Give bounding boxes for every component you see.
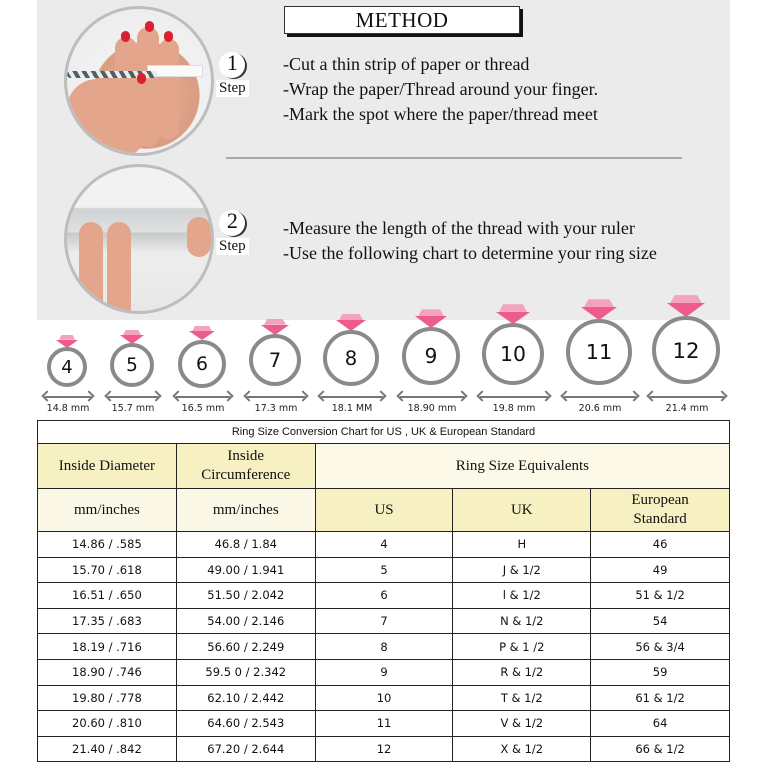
cell-diameter: 20.60 / .810 (38, 711, 177, 737)
cell-diameter: 19.80 / .778 (38, 685, 177, 711)
ring-size-conversion-table (37, 420, 730, 762)
ring-diameter-label: 14.8 mm (46, 403, 90, 414)
header-ring-size-equivalents: Ring Size Equivalents (315, 444, 729, 489)
cell-circumference: 62.10 / 2.442 (176, 685, 315, 711)
cell-eu: 64 (591, 711, 730, 737)
header-diameter-unit: mm/inches (38, 489, 177, 532)
cell-circumference: 67.20 / 2.644 (176, 736, 315, 762)
ring-diameter-label: 19.8 mm (492, 403, 536, 414)
cell-us: 4 (315, 532, 453, 558)
step2-number: 2 (219, 210, 245, 236)
cell-uk: J & 1/2 (453, 557, 591, 583)
divider (226, 157, 682, 159)
instruction-line: -Use the following chart to determine your ring size (283, 243, 657, 263)
ring-band-icon (566, 319, 632, 385)
cell-us: 9 (315, 659, 453, 685)
cell-circumference: 49.00 / 1.941 (176, 557, 315, 583)
cell-circumference: 51.50 / 2.042 (176, 583, 315, 609)
table-row (38, 659, 730, 685)
ring-band-icon (402, 327, 460, 385)
hand (67, 79, 147, 156)
cell-eu: 49 (591, 557, 730, 583)
cell-eu: 56 & 3/4 (591, 634, 730, 660)
cell-us: 12 (315, 736, 453, 762)
cell-us: 11 (315, 711, 453, 737)
nail (137, 73, 146, 84)
ring-size-number: 11 (585, 340, 613, 364)
nail (145, 21, 154, 32)
cell-eu: 51 & 1/2 (591, 583, 730, 609)
cell-diameter: 18.90 / .746 (38, 659, 177, 685)
finger (159, 39, 179, 139)
cell-diameter: 14.86 / .585 (38, 532, 177, 558)
gem-icon (670, 295, 702, 303)
header-circumference-unit: mm/inches (176, 489, 315, 532)
cell-uk: l & 1/2 (453, 583, 591, 609)
instruction-line: -Measure the length of the thread with your ruler (283, 218, 635, 238)
cell-circumference: 46.8 / 1.84 (176, 532, 315, 558)
table-row (38, 736, 730, 762)
cell-eu: 59 (591, 659, 730, 685)
ring-diameter-label: 15.7 mm (111, 403, 155, 414)
ring-size-number: 6 (196, 353, 208, 375)
cell-us: 10 (315, 685, 453, 711)
ring-diameter-label: 17.3 mm (254, 403, 298, 414)
cell-diameter: 16.51 / .650 (38, 583, 177, 609)
ring-size-number: 8 (344, 346, 358, 370)
table-row (38, 711, 730, 737)
cell-uk: V & 1/2 (453, 711, 591, 737)
cell-diameter: 18.19 / .716 (38, 634, 177, 660)
ring-band-icon (249, 334, 301, 386)
finger (79, 222, 103, 314)
header-european (591, 489, 730, 532)
header-uk: UK (453, 489, 591, 532)
ring-band-icon (482, 323, 544, 385)
instruction-line: -Wrap the paper/Thread around your finger. (283, 79, 599, 99)
ring-diameter-label: 16.5 mm (181, 403, 225, 414)
step1-number: 1 (219, 52, 245, 78)
gem-icon (496, 312, 530, 324)
ring-diameter-label: 18.90 mm (407, 403, 457, 414)
ring-size-number: 10 (500, 342, 526, 366)
cell-uk: N & 1/2 (453, 608, 591, 634)
finger (107, 222, 131, 314)
step1-photo-wrap-finger (64, 6, 214, 156)
cell-us: 6 (315, 583, 453, 609)
cell-eu: 46 (591, 532, 730, 558)
step2-label: Step (216, 238, 249, 255)
header-inside-diameter: Inside Diameter (38, 444, 177, 489)
ring-size-number: 5 (126, 354, 138, 376)
ring-size-number: 7 (268, 348, 282, 372)
cell-eu: 66 & 1/2 (591, 736, 730, 762)
finger (187, 217, 211, 257)
ring-band-icon (178, 340, 226, 388)
table-row (38, 608, 730, 634)
ring-diameter-label: 21.4 mm (665, 403, 709, 414)
cell-us: 7 (315, 608, 453, 634)
table-row (38, 557, 730, 583)
header-text: Standard (633, 511, 687, 527)
cell-diameter: 17.35 / .683 (38, 608, 177, 634)
cell-uk: X & 1/2 (453, 736, 591, 762)
cell-circumference: 54.00 / 2.146 (176, 608, 315, 634)
ring-band-icon (323, 330, 379, 386)
header-text: European (631, 492, 689, 508)
ring-band-icon (47, 347, 87, 387)
step1-badge (216, 52, 249, 97)
cell-us: 8 (315, 634, 453, 660)
cell-uk: R & 1/2 (453, 659, 591, 685)
cell-uk: T & 1/2 (453, 685, 591, 711)
cell-eu: 61 & 1/2 (591, 685, 730, 711)
step1-instructions (283, 52, 598, 127)
ring-size-number: 12 (672, 337, 700, 363)
nail (164, 31, 173, 42)
ring-band-icon (652, 316, 720, 384)
header-text: Circumference (201, 467, 291, 483)
instruction-line: -Cut a thin strip of paper or thread (283, 54, 530, 74)
nail (121, 31, 130, 42)
gem-icon (499, 304, 527, 311)
gem-icon (418, 309, 444, 316)
cell-circumference: 56.60 / 2.249 (176, 634, 315, 660)
cell-circumference: 64.60 / 2.543 (176, 711, 315, 737)
gem-icon (584, 299, 614, 307)
chart-title: Ring Size Conversion Chart for US , UK & European Standard (38, 421, 730, 444)
method-title: METHOD (284, 6, 520, 34)
step2-photo-ruler (64, 164, 214, 314)
ring-diameter-label: 18.1 MM (331, 403, 373, 414)
ring-diameter-label: 20.6 mm (578, 403, 622, 414)
cell-uk: P & 1 /2 (453, 634, 591, 660)
step1-label: Step (216, 80, 249, 97)
step2-badge (216, 210, 249, 255)
cell-eu: 54 (591, 608, 730, 634)
cell-uk: H (453, 532, 591, 558)
ring-size-number: 4 (61, 356, 73, 378)
table-row (38, 685, 730, 711)
ring-size-number: 9 (424, 344, 438, 368)
header-inside-circumference (176, 444, 315, 489)
table-row (38, 532, 730, 558)
gem-icon (339, 314, 363, 321)
cell-us: 5 (315, 557, 453, 583)
cell-diameter: 15.70 / .618 (38, 557, 177, 583)
header-text: Inside (227, 448, 265, 464)
ring-band-icon (110, 343, 154, 387)
table-row (38, 634, 730, 660)
step2-instructions (283, 216, 657, 266)
header-us: US (315, 489, 453, 532)
cell-circumference: 59.5 0 / 2.342 (176, 659, 315, 685)
instruction-line: -Mark the spot where the paper/thread meet (283, 104, 598, 124)
table-row (38, 583, 730, 609)
cell-diameter: 21.40 / .842 (38, 736, 177, 762)
